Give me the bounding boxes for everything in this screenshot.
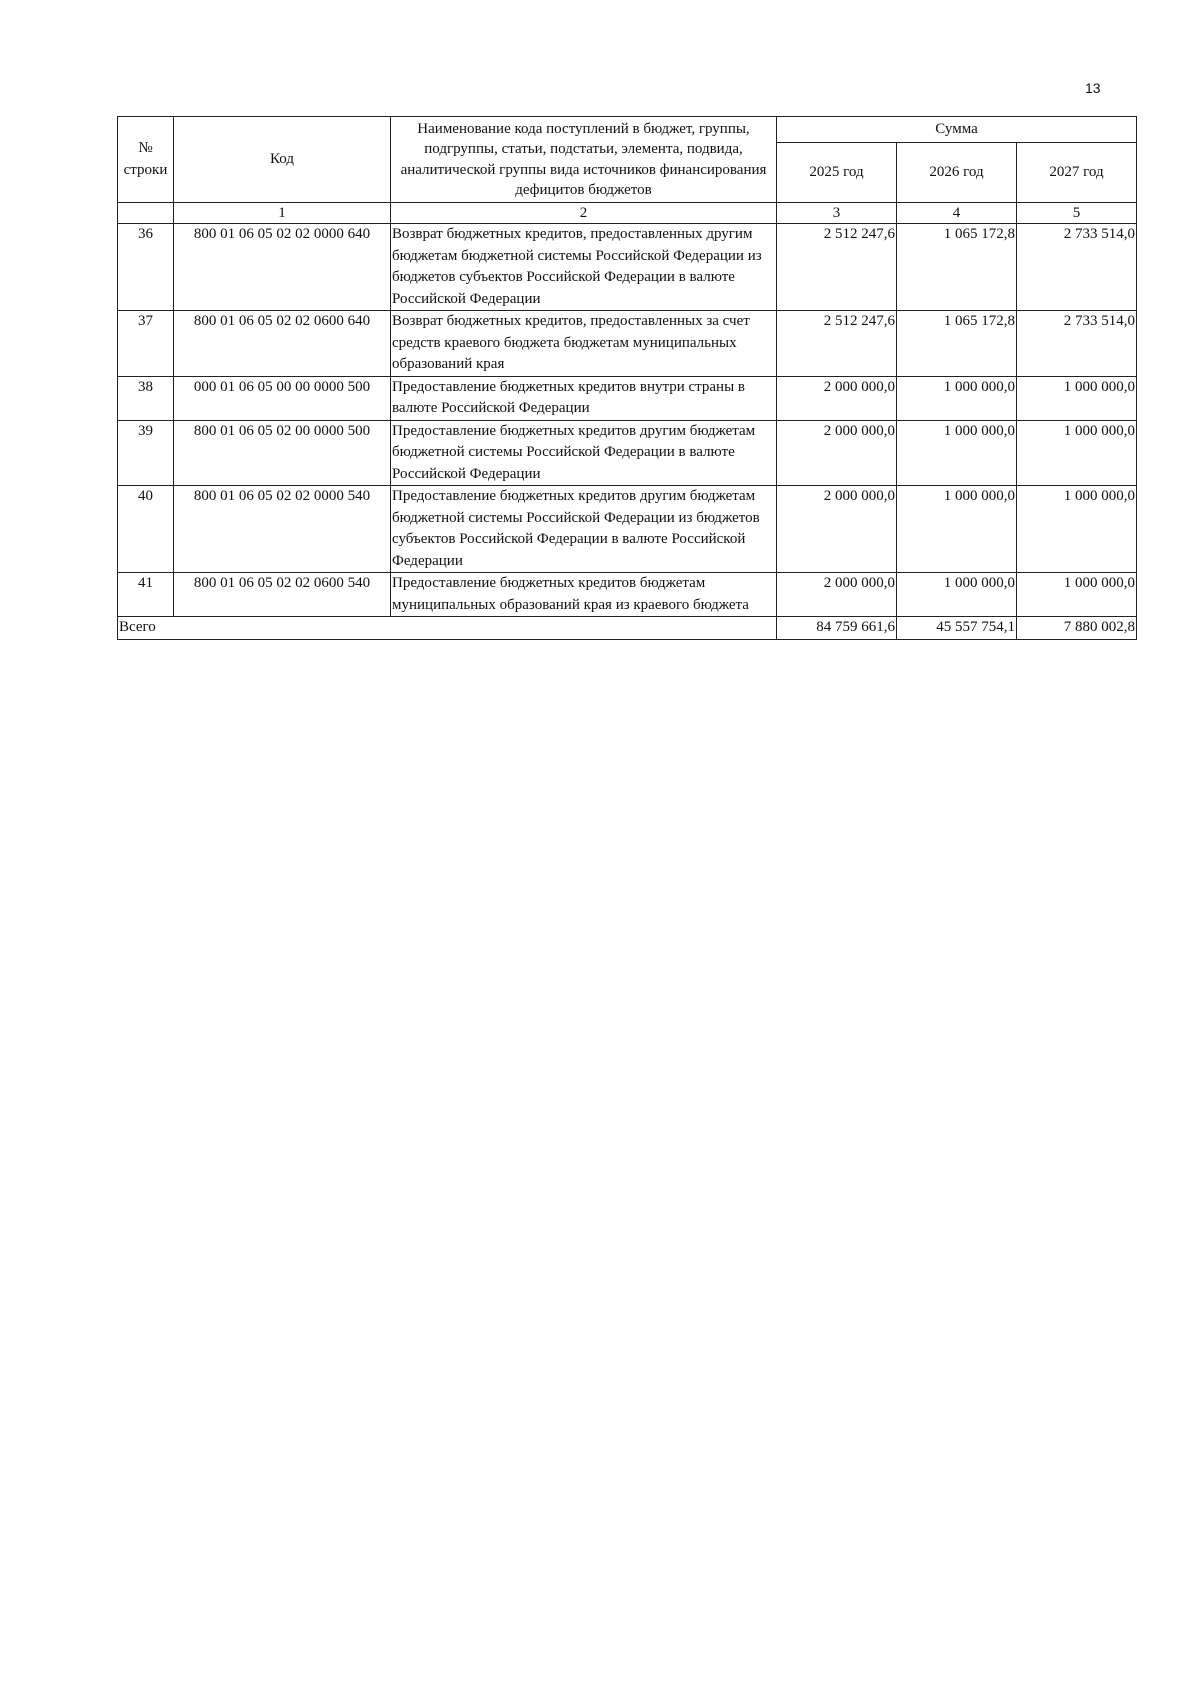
table-row: [118, 486, 1137, 573]
row-name: Возврат бюджетных кредитов, предоставленных за счет средств краевого бюджета бюджетам муниципальных образований края: [391, 311, 777, 377]
row-name: Предоставление бюджетных кредитов другим бюджетам бюджетной системы Российской Федерации из бюджетов субъектов Российской Федерации в валюте Российской Федерации: [391, 486, 777, 573]
table-row: [118, 420, 1137, 486]
row-value-2027: 1 000 000,0: [1017, 420, 1137, 486]
total-value-2026: 45 557 754,1: [897, 617, 1017, 640]
row-number: 38: [118, 376, 174, 420]
row-value-2026: 1 000 000,0: [897, 376, 1017, 420]
table-row: [118, 224, 1137, 311]
row-value-2026: 1 000 000,0: [897, 420, 1017, 486]
header-year-2026: 2026 год: [897, 143, 1017, 203]
row-value-2026: 1 065 172,8: [897, 311, 1017, 377]
row-number: 41: [118, 573, 174, 617]
row-code: 000 01 06 05 00 00 0000 500: [174, 376, 391, 420]
total-value-2025: 84 759 661,6: [777, 617, 897, 640]
table-row: [118, 311, 1137, 377]
row-value-2026: 1 000 000,0: [897, 486, 1017, 573]
row-value-2025: 2 000 000,0: [777, 376, 897, 420]
header-row-number: № строки: [118, 117, 174, 203]
row-value-2025: 2 000 000,0: [777, 573, 897, 617]
row-number: 39: [118, 420, 174, 486]
row-value-2025: 2 000 000,0: [777, 420, 897, 486]
row-code: 800 01 06 05 02 02 0000 640: [174, 224, 391, 311]
column-index: 2: [391, 203, 777, 224]
row-value-2026: 1 000 000,0: [897, 573, 1017, 617]
column-index: 4: [897, 203, 1017, 224]
header-year-2027: 2027 год: [1017, 143, 1137, 203]
column-index: 3: [777, 203, 897, 224]
column-index-row: [118, 203, 1137, 224]
budget-sources-table: [117, 116, 1137, 640]
row-value-2026: 1 065 172,8: [897, 224, 1017, 311]
column-index: 1: [174, 203, 391, 224]
row-name: Возврат бюджетных кредитов, предоставленных другим бюджетам бюджетной системы Российской Федерации из бюджетов субъектов Российской Федерации в валюте Российской Федерации: [391, 224, 777, 311]
row-name: Предоставление бюджетных кредитов бюджетам муниципальных образований края из краевого бюджета: [391, 573, 777, 617]
header-name: Наименование кода поступлений в бюджет, группы, подгруппы, статьи, подстатьи, элемента, подвида, аналитической группы вида источников финансирования дефицитов бюджетов: [391, 117, 777, 203]
row-code: 800 01 06 05 02 00 0000 500: [174, 420, 391, 486]
row-code: 800 01 06 05 02 02 0600 540: [174, 573, 391, 617]
row-value-2027: 2 733 514,0: [1017, 224, 1137, 311]
table-row: [118, 376, 1137, 420]
row-value-2027: 1 000 000,0: [1017, 486, 1137, 573]
column-index: 5: [1017, 203, 1137, 224]
row-number: 37: [118, 311, 174, 377]
row-value-2027: 1 000 000,0: [1017, 573, 1137, 617]
total-label: Всего: [118, 617, 777, 640]
total-row: [118, 617, 1137, 640]
header-code: Код: [174, 117, 391, 203]
row-number: 40: [118, 486, 174, 573]
header-sum: Сумма: [777, 117, 1137, 143]
row-code: 800 01 06 05 02 02 0600 640: [174, 311, 391, 377]
row-number: 36: [118, 224, 174, 311]
row-name: Предоставление бюджетных кредитов внутри страны в валюте Российской Федерации: [391, 376, 777, 420]
row-code: 800 01 06 05 02 02 0000 540: [174, 486, 391, 573]
row-value-2027: 1 000 000,0: [1017, 376, 1137, 420]
row-name: Предоставление бюджетных кредитов другим бюджетам бюджетной системы Российской Федерации в валюте Российской Федерации: [391, 420, 777, 486]
header-year-2025: 2025 год: [777, 143, 897, 203]
row-value-2027: 2 733 514,0: [1017, 311, 1137, 377]
total-value-2027: 7 880 002,8: [1017, 617, 1137, 640]
row-value-2025: 2 512 247,6: [777, 224, 897, 311]
row-value-2025: 2 512 247,6: [777, 311, 897, 377]
page-number: 13: [1085, 80, 1101, 96]
column-index: [118, 203, 174, 224]
row-value-2025: 2 000 000,0: [777, 486, 897, 573]
table-row: [118, 573, 1137, 617]
